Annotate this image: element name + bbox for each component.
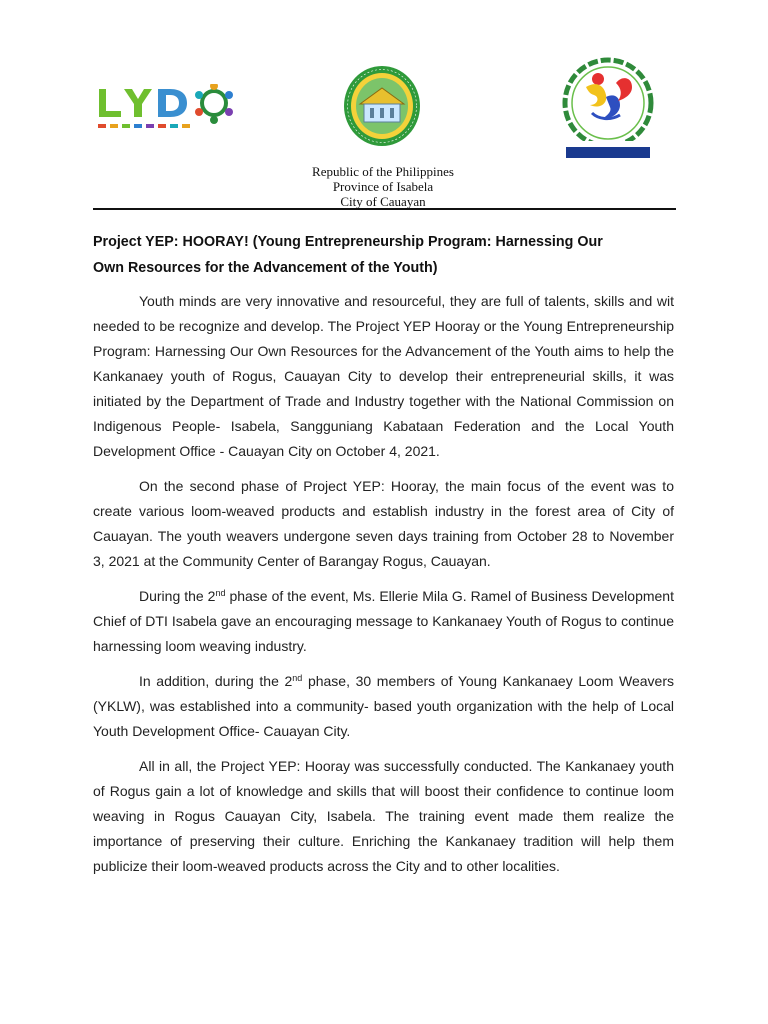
country-line: Republic of the Philippines (312, 164, 454, 179)
p3-text-before: During the 2 (139, 588, 216, 604)
paragraph-dti-message (93, 584, 674, 659)
p4-text-before: In addition, during the 2 (139, 673, 293, 689)
document-title (93, 229, 674, 281)
title-line-1: Project YEP: HOORAY! (Young Entrepreneurship Program: Harnessing Our (93, 234, 603, 250)
city-seal-logo (342, 64, 422, 148)
header-divider (93, 208, 676, 210)
p3-superscript: nd (215, 588, 226, 598)
province-line: Province of Isabela (332, 179, 434, 194)
city-line: City of Cauayan (340, 194, 426, 209)
p3-text-after: phase of the event, Ms. Ellerie Mila G. Ramel of Business Development Chief of DTI Isabela gave an encouraging message to Kankanaey Youth of Rogus to continue harnessing loom weaving industry. (93, 588, 674, 654)
sk-federation-bamboo-logo (556, 57, 660, 159)
paragraph-intro: Youth minds are very innovative and resourceful, they are full of talents, skills and wit needed to be recognize and develop. The Project YEP Hooray or the Young Entrepreneurship Program: Harnessing Our Own Resources for the Advancement of the Youth aims to help the Kankanaey youth of Rogus, Cauayan City to develop their entrepreneurial skills, it was initiated by the Department of Trade and Industry together with the National Commission on Indigenous People- Isabela, Sangguniang Kabataan Federation and the Local Youth Development Office - Cauayan City on October 4, 2021. (93, 293, 674, 459)
p4-text-after: phase, 30 members of Young Kankanaey Loom Weavers (YKLW), was established into a community- based youth organization with the help of Local Youth Development Office- Cauayan City. (93, 673, 674, 739)
document-body (93, 229, 674, 889)
paragraph-conclusion: All in all, the Project YEP: Hooray was successfully conducted. The Kankanaey youth of Rogus gain a lot of knowledge and skills that will boost their confidence to continue loom weaving in Rogus Cauayan City, Isabela. The training event made them realize the importance of preserving their culture. Enriching the Kankanaey tradition will help them publicize their loom-weaved products across the City and to other localities. (93, 758, 674, 874)
paragraph-second-phase: On the second phase of Project YEP: Hooray, the main focus of the event was to create various loom-weaved products and establish industry in the forest area of City of Cauayan. The youth weavers undergone seven days training from October 28 to November 3, 2021 at the Community Center of Barangay Rogus, Cauayan. (93, 478, 674, 569)
lydo-logo (96, 84, 241, 132)
paragraph-yklw (93, 669, 674, 744)
letterhead-address (250, 164, 516, 209)
title-line-2: Own Resources for the Advancement of the Youth) (93, 260, 438, 276)
p4-superscript: nd (292, 673, 303, 683)
